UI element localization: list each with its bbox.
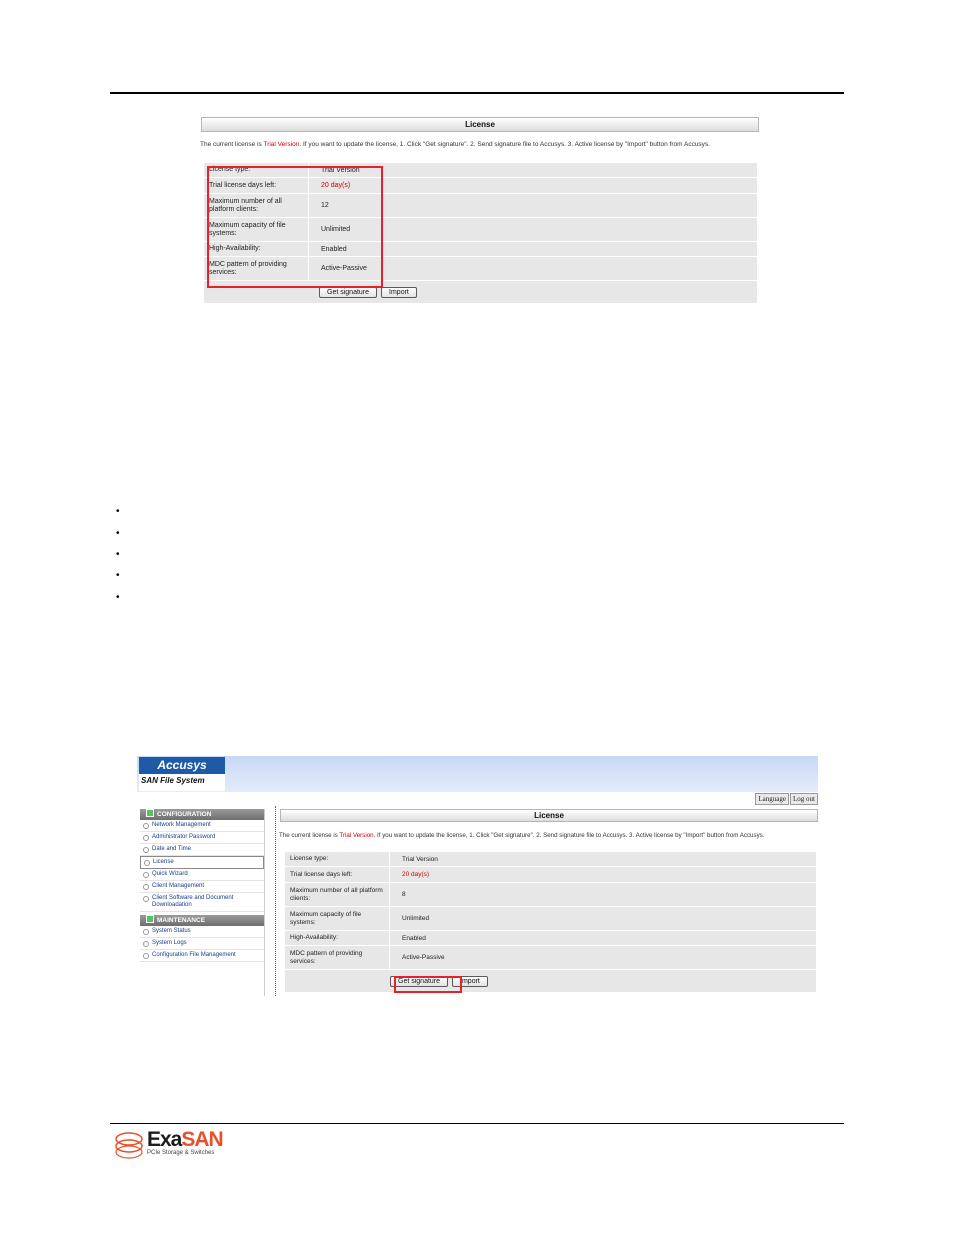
import-button[interactable]: Import xyxy=(452,976,488,987)
sidebar-item-administrator-password[interactable]: Administrator Password xyxy=(140,832,264,844)
license-info-table xyxy=(285,852,816,992)
sidebar-section-maintenance[interactable] xyxy=(140,915,264,926)
row-value: Unlimited xyxy=(321,226,351,233)
row-value: Active-Passive xyxy=(402,954,445,961)
license-version-text: Trial Version xyxy=(263,141,300,148)
sidebar-item-client-management[interactable]: Client Management xyxy=(140,881,264,893)
row-label: License type: xyxy=(285,852,390,866)
sidebar-section-configuration[interactable] xyxy=(140,809,264,820)
product-name: SAN File System xyxy=(141,776,205,785)
license-header: License xyxy=(280,809,818,822)
row-label: Maximum number of all platform clients: xyxy=(204,194,309,217)
sidebar-item-system-status[interactable]: System Status xyxy=(140,926,264,938)
button-row xyxy=(285,970,816,992)
row-value: 8 xyxy=(402,891,406,898)
license-header: License xyxy=(201,117,759,132)
sidebar-item-system-logs[interactable]: System Logs xyxy=(140,938,264,950)
sidebar-item-date-and-time[interactable]: Date and Time xyxy=(140,844,264,856)
brand-san: SAN xyxy=(181,1128,223,1151)
divider xyxy=(275,806,277,996)
accusys-logo xyxy=(139,757,225,791)
row-label: Trial license days left: xyxy=(204,178,309,193)
language-link[interactable]: Language xyxy=(755,793,789,805)
brand-tagline: PCIe Storage & Switches xyxy=(147,1150,215,1156)
row-label: Maximum capacity of file systems: xyxy=(285,907,390,930)
license-version-text: Trial Version xyxy=(339,832,374,839)
get-signature-button[interactable]: Get signature xyxy=(390,976,448,987)
import-button[interactable]: Import xyxy=(381,287,417,298)
row-label: License type: xyxy=(204,163,309,177)
message-prefix: The current license is xyxy=(279,832,340,839)
logout-link[interactable]: Log out xyxy=(790,793,818,805)
sidebar-item-network-management[interactable]: Network Management xyxy=(140,820,264,832)
message-suffix: . If you want to update the license, 1. Click "Get signature". 2. Send signature file to Accusys. 3. Active license by "Import" button from Accusys. xyxy=(373,832,765,839)
row-value: 12 xyxy=(321,202,329,209)
brand-text xyxy=(147,1128,223,1152)
header-rule xyxy=(110,92,844,94)
row-label: Maximum capacity of file systems: xyxy=(204,218,309,241)
message-suffix: . If you want to update the license, 1. Click "Get signature". 2. Send signature file to Accusys. 3. Active license by "Import" button from Accusys. xyxy=(299,141,710,148)
table-row xyxy=(285,867,816,883)
bullet-point: • xyxy=(116,528,120,539)
message-prefix: The current license is xyxy=(200,141,264,148)
table-row xyxy=(285,931,816,946)
row-label: High-Availability: xyxy=(204,242,309,256)
sidebar-item-client-software[interactable]: Client Software and Document Downloadation xyxy=(140,893,264,912)
table-row xyxy=(285,852,816,867)
sidebar-item-quick-wizard[interactable]: Quick Wizard xyxy=(140,869,264,881)
exasan-disc-icon xyxy=(114,1130,146,1160)
bullet-point: • xyxy=(116,549,120,560)
bullet-point: • xyxy=(116,506,120,517)
expand-icon xyxy=(146,809,154,817)
bullet-point: • xyxy=(116,570,120,581)
sidebar-item-config-file-management[interactable]: Configuration File Management xyxy=(140,950,264,962)
row-value: Trial Version xyxy=(402,855,438,863)
row-value: 20 day(s) xyxy=(402,871,430,878)
row-label: Trial license days left: xyxy=(285,867,390,882)
row-value: Active-Passive xyxy=(321,265,367,272)
table-row xyxy=(285,946,816,970)
row-label: High-Availability: xyxy=(285,931,390,945)
highlight-box xyxy=(394,976,462,993)
license-message xyxy=(279,832,764,839)
footer-rule xyxy=(110,1123,844,1124)
table-row xyxy=(285,907,816,931)
table-row xyxy=(285,883,816,907)
bullet-point: • xyxy=(116,592,120,603)
row-value: Enabled xyxy=(402,934,426,942)
exasan-logo xyxy=(114,1128,224,1160)
license-message xyxy=(200,141,710,148)
sidebar-item-license[interactable]: License xyxy=(140,856,264,869)
row-label: Maximum number of all platform clients: xyxy=(285,883,390,906)
app-banner xyxy=(137,756,818,792)
brand-name: Accusys xyxy=(139,757,225,774)
section-title: CONFIGURATION xyxy=(157,811,212,818)
sidebar xyxy=(140,809,265,996)
row-value: 20 day(s) xyxy=(321,182,351,189)
row-label: MDC pattern of providing services: xyxy=(285,946,390,969)
row-value: Unlimited xyxy=(402,915,430,922)
brand-exa: Exa xyxy=(147,1128,182,1151)
row-value: Trial Version xyxy=(321,166,360,174)
license-figure-2 xyxy=(137,756,818,996)
get-signature-button[interactable]: Get signature xyxy=(319,287,377,298)
top-links xyxy=(754,793,818,805)
expand-icon xyxy=(146,915,154,923)
row-label: MDC pattern of providing services: xyxy=(204,257,309,280)
row-value: Enabled xyxy=(321,245,347,253)
highlight-box xyxy=(207,166,383,288)
section-title: MAINTENANCE xyxy=(157,917,206,924)
